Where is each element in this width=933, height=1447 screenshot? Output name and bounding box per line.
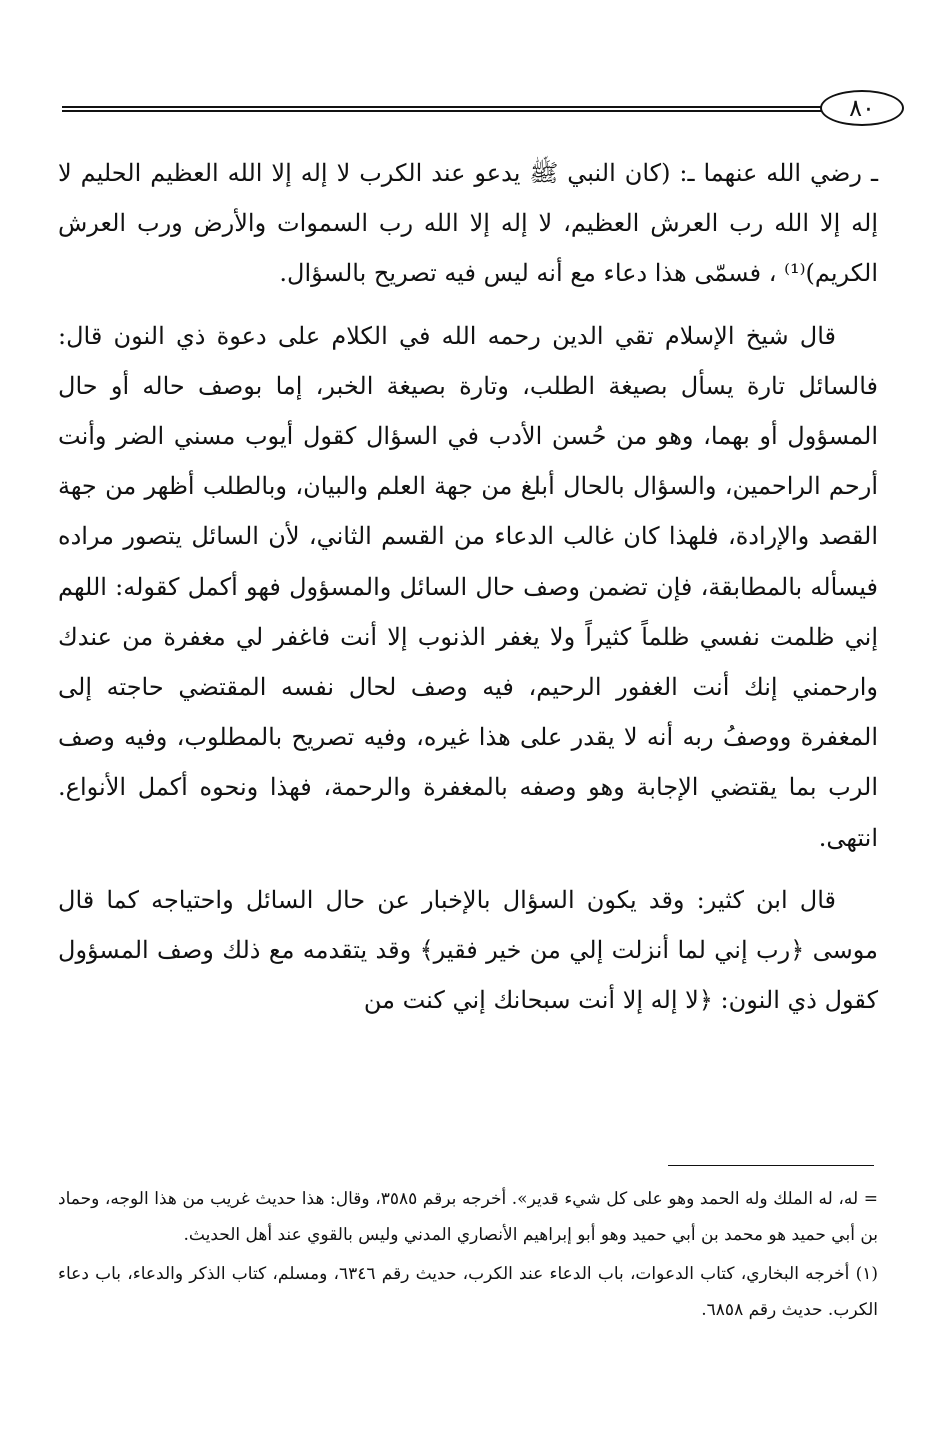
paragraph-2: قال شيخ الإسلام تقي الدين رحمه الله في الكلام على دعوة ذي النون قال: فالسائل تارة يسأل بصيغة الطلب، وتارة بصيغة الخبر، إما بوصف حاله أو حال المسؤول أو بهما، وهو من حُسن الأدب في السؤال كقول أيوب مسني الضر وأنت أرحم الراحمين، والسؤال بالحال أبلغ من جهة العلم والبيان، وبالطلب أظهر من جهة القصد والإرادة، فلهذا كان غالب الدعاء من القسم الثاني، لأن السائل يتصور مراده فيسأله بالمطابقة، فإن تضمن وصف حال السائل والمسؤول فهو أكمل كقوله: اللهم إني ظلمت نفسي ظلماً كثيراً ولا يغفر الذنوب إلا أنت فاغفر لي مغفرة من عندك وارحمني إنك أنت الغفور الرحيم، فيه وصف لحال نفسه المقتضي حاجته إلى المغفرة ووصفُ ربه أنه لا يقدر على هذا غيره، وفيه تصريح بالمطلوب، وفيه وصف الرب بما يقتضي الإجابة وهو وصفه بالمغفرة والرحمة، فهذا ونحوه أكمل الأنواع. انتهى. (58, 321, 879, 852)
paragraph-3: قال ابن كثير: وقد يكون السؤال بالإخبار عن حال السائل واحتياجه كما قال موسى ﴿رب إني لما أنزلت إلي من خير فقير﴾ وقد يتقدمه مع ذلك وصف المسؤول كقول ذي النون: ﴿لا إله إلا أنت سبحانك إني كنت من (58, 885, 878, 1015)
page-number: ٨٠ (820, 90, 904, 126)
footnote-1: (١) أخرجه البخاري، كتاب الدعوات، باب الدعاء عند الكرب، حديث رقم ٦٣٤٦، ومسلم، كتاب الذكر والدعاء، باب دعاء الكرب. حديث رقم ٦٨٥٨. (58, 1264, 878, 1320)
header-double-rule (62, 106, 826, 112)
footnotes (58, 1182, 878, 1332)
footnote-continued: = له، له الملك وله الحمد وهو على كل شيء قدير». أخرجه برقم ٣٥٨٥، وقال: هذا حديث غريب من هذا الوجه، وحماد بن أبي حميد هو محمد بن أبي حميد وهو أبو إبراهيم الأنصاري المدني وليس بالقوي عند أهل الحديث. (58, 1189, 878, 1245)
main-text (58, 148, 878, 1037)
page-header (62, 88, 904, 132)
paragraph-1: ـ رضي الله عنهما ـ: (كان النبي ﷺ يدعو عند الكرب لا إله إلا الله العظيم الحليم لا إله إلا الله رب العرش العظيم، لا إله إلا الله رب السموات والأرض ورب العرش الكريم)⁽¹⁾ ، فسمّى هذا دعاء مع أنه ليس فيه تصريح بالسؤال. (58, 159, 878, 288)
footnote-separator (668, 1165, 874, 1166)
